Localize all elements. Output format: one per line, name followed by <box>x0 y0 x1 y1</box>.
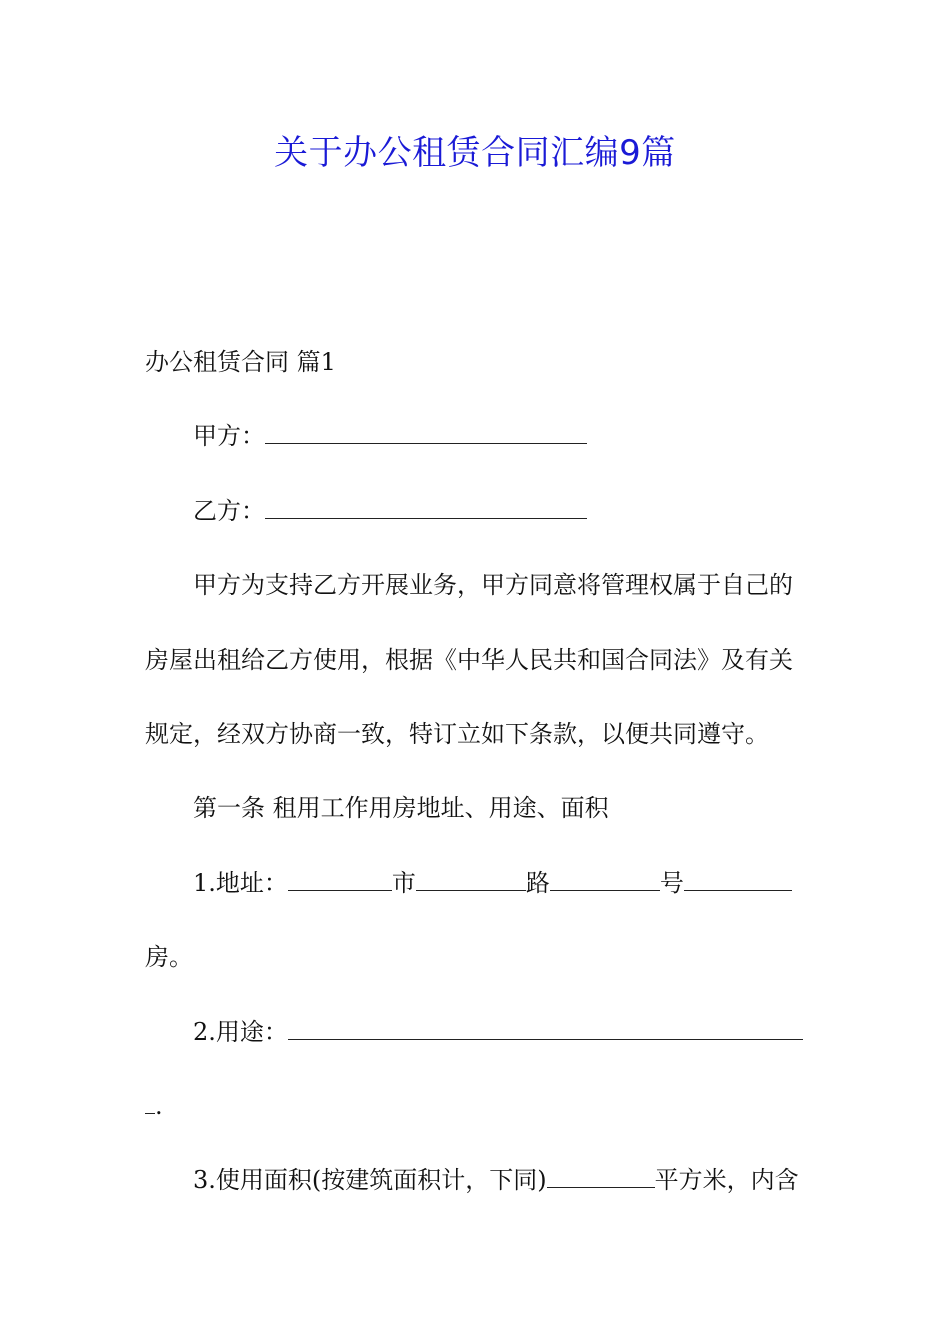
party-b-blank <box>265 496 587 519</box>
intro-line-1: 甲方为支持乙方开展业务，甲方同意将管理权属于自己的 <box>193 571 793 599</box>
address-city-label: 市 <box>391 869 416 897</box>
party-a-line <box>193 419 587 453</box>
address-road-blank <box>416 868 526 891</box>
party-a-blank <box>265 421 587 444</box>
address-label: 1.地址： <box>193 869 288 897</box>
use-line <box>193 1015 803 1049</box>
area-blank <box>547 1165 655 1188</box>
address-number-label: 号 <box>659 869 684 897</box>
party-a-label: 甲方： <box>193 422 265 450</box>
area-line <box>193 1163 799 1197</box>
document-title: 关于办公租赁合同汇编9篇 <box>274 133 676 173</box>
address-line <box>193 866 792 900</box>
address-road-label: 路 <box>525 869 550 897</box>
party-b-line <box>193 494 587 528</box>
use-tail: . <box>155 1092 163 1120</box>
use-blank <box>288 1017 803 1040</box>
address-room-blank <box>684 868 792 891</box>
address-room-line: 房。 <box>145 943 193 971</box>
area-tail: 平方米，内含 <box>654 1166 799 1194</box>
use-continuation <box>145 1089 163 1123</box>
use-label: 2.用途： <box>193 1018 288 1046</box>
intro-line-3: 规定，经双方协商一致，特订立如下条款，以便共同遵守。 <box>145 720 769 748</box>
use-blank-tail <box>145 1091 155 1114</box>
party-b-label: 乙方： <box>193 497 265 525</box>
intro-line-2: 房屋出租给乙方使用，根据《中华人民共和国合同法》及有关 <box>145 646 793 674</box>
section-heading: 办公租赁合同 篇1 <box>145 348 336 376</box>
address-number-blank <box>550 868 660 891</box>
area-label: 3.使用面积(按建筑面积计，下同) <box>193 1166 547 1194</box>
address-city-blank <box>288 868 392 891</box>
article-1-heading: 第一条 租用工作用房地址、用途、面积 <box>193 794 609 822</box>
